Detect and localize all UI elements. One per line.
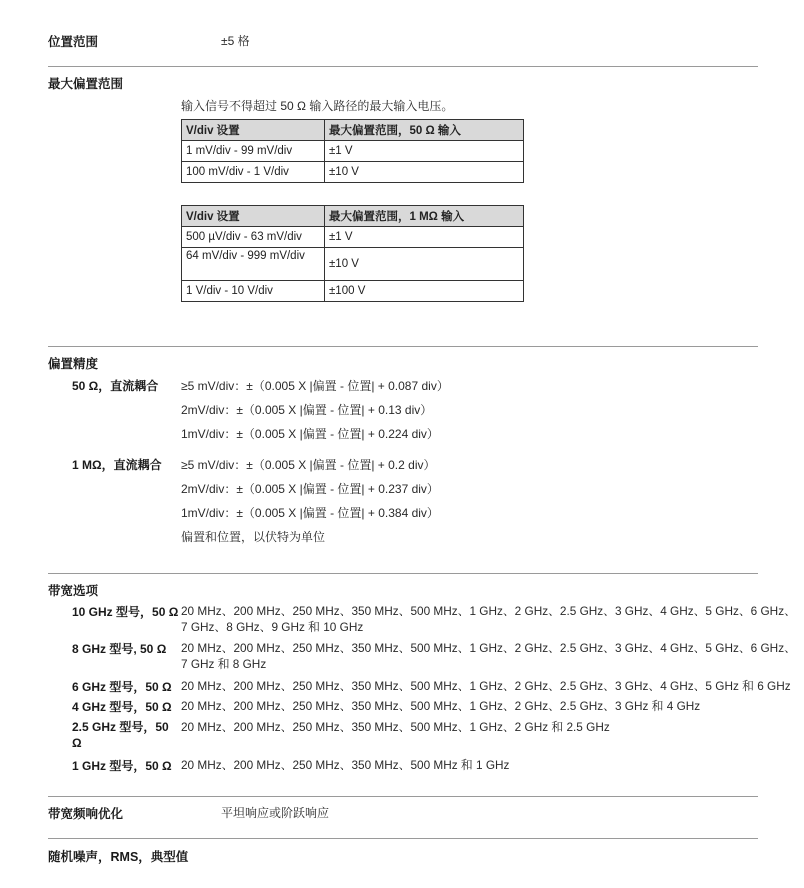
offset-accuracy-heading: 偏置精度 [48, 357, 99, 371]
table-header-cell: V/div 设置 [182, 120, 325, 141]
accuracy-group-label: 1 MΩ，直流耦合 [72, 458, 162, 472]
bandwidth-model-label: 2.5 GHz 型号，50 Ω [72, 720, 169, 750]
table-row [182, 162, 524, 183]
bw-optimization-heading: 带宽频响优化 [48, 807, 124, 821]
bandwidth-values: 20 MHz、200 MHz、250 MHz、350 MHz、500 MHz、1 GHz、2 GHz、2.5 GHz、3 GHz、4 GHz、5 GHz、6 GHz、 [181, 641, 796, 655]
table-header-cell: 最大偏置范围，50 Ω 输入 [325, 120, 524, 141]
table-cell: ±10 V [325, 162, 524, 183]
table-cell: ±100 V [325, 281, 524, 302]
table-row [182, 281, 524, 302]
table-header-row [182, 120, 524, 141]
table-cell: 64 mV/div - 999 mV/div [182, 248, 325, 281]
bandwidth-values: 7 GHz、8 GHz、9 GHz 和 10 GHz [181, 620, 364, 634]
accuracy-line: 2mV/div：±（0.005 X |偏置 - 位置| + 0.237 div） [181, 482, 439, 496]
bandwidth-values: 20 MHz、200 MHz、250 MHz、350 MHz、500 MHz、1 GHz、2 GHz、2.5 GHz、3 GHz 和 4 GHz [181, 699, 701, 713]
table-row [182, 227, 524, 248]
divider [48, 838, 758, 839]
table-header-row [182, 206, 524, 227]
position-range-value: ±5 格 [221, 34, 250, 48]
divider [48, 66, 758, 67]
table-row [182, 248, 524, 281]
accuracy-line: 2mV/div：±（0.005 X |偏置 - 位置| + 0.13 div） [181, 403, 433, 417]
bandwidth-values: 20 MHz、200 MHz、250 MHz、350 MHz、500 MHz、1 GHz、2 GHz、2.5 GHz、3 GHz、4 GHz、5 GHz、6 GHz、 [181, 604, 796, 618]
table-cell: 500 µV/div - 63 mV/div [182, 227, 325, 248]
max-offset-heading: 最大偏置范围 [48, 77, 124, 91]
table-cell: ±1 V [325, 227, 524, 248]
accuracy-group-label: 50 Ω，直流耦合 [72, 379, 159, 393]
accuracy-line: 1mV/div：±（0.005 X |偏置 - 位置| + 0.384 div） [181, 506, 439, 520]
offset-table-1mohm [181, 205, 524, 302]
table-cell: ±1 V [325, 141, 524, 162]
bandwidth-model-label: 4 GHz 型号，50 Ω [72, 700, 172, 714]
bandwidth-model-label: 8 GHz 型号, 50 Ω [72, 642, 167, 656]
bandwidth-values: 20 MHz、200 MHz、250 MHz、350 MHz、500 MHz、1 GHz、2 GHz、2.5 GHz、3 GHz、4 GHz、5 GHz 和 6 GHz [181, 679, 791, 693]
max-offset-intro: 输入信号不得超过 50 Ω 输入路径的最大输入电压。 [181, 99, 454, 113]
bandwidth-model-label: 10 GHz 型号，50 Ω [72, 605, 179, 619]
table-header-cell: V/div 设置 [182, 206, 325, 227]
table-cell: 1 V/div - 10 V/div [182, 281, 325, 302]
bandwidth-model-label: 6 GHz 型号，50 Ω [72, 680, 172, 694]
table-header-cell: 最大偏置范围，1 MΩ 输入 [325, 206, 524, 227]
position-range-heading: 位置范围 [48, 35, 99, 49]
accuracy-note: 偏置和位置，以伏特为单位 [181, 530, 326, 544]
accuracy-line: ≥5 mV/div：±（0.005 X |偏置 - 位置| + 0.2 div） [181, 458, 436, 472]
offset-table-50ohm [181, 119, 524, 183]
bandwidth-model-label: 1 GHz 型号，50 Ω [72, 759, 172, 773]
bandwidth-heading: 带宽选项 [48, 584, 99, 598]
table-cell: 1 mV/div - 99 mV/div [182, 141, 325, 162]
accuracy-line: ≥5 mV/div：±（0.005 X |偏置 - 位置| + 0.087 div） [181, 379, 449, 393]
table-row [182, 141, 524, 162]
table-cell: 100 mV/div - 1 V/div [182, 162, 325, 183]
random-noise-heading: 随机噪声，RMS，典型值 [48, 850, 189, 864]
bandwidth-values: 20 MHz、200 MHz、250 MHz、350 MHz、500 MHz 和 1 GHz [181, 758, 510, 772]
divider [48, 573, 758, 574]
bandwidth-values: 7 GHz 和 8 GHz [181, 657, 267, 671]
divider [48, 346, 758, 347]
bw-optimization-value: 平坦响应或阶跃响应 [221, 806, 330, 820]
accuracy-line: 1mV/div：±（0.005 X |偏置 - 位置| + 0.224 div） [181, 427, 439, 441]
bandwidth-values: 20 MHz、200 MHz、250 MHz、350 MHz、500 MHz、1 GHz、2 GHz 和 2.5 GHz [181, 720, 610, 734]
divider [48, 796, 758, 797]
table-cell: ±10 V [325, 248, 524, 281]
